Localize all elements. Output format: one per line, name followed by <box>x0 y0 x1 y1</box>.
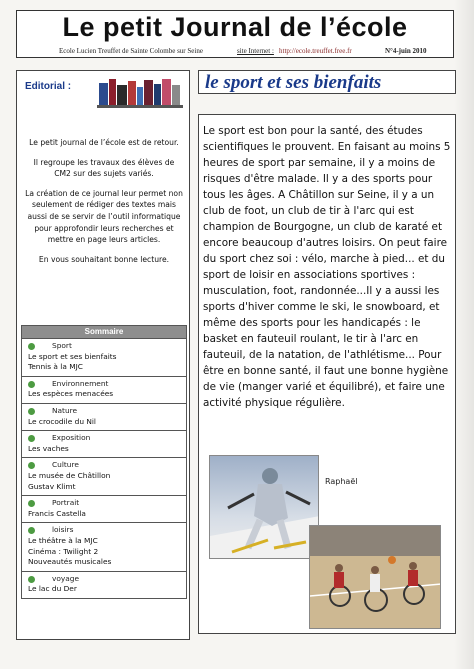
toc-category: loisirs <box>52 525 74 535</box>
editorial-text <box>25 137 183 273</box>
site-label: site Internet : <box>237 47 274 55</box>
toc-section-portrait <box>22 495 186 522</box>
wheelchair-basketball-photo <box>309 525 441 629</box>
bullet-icon <box>28 381 35 388</box>
toc-section-loisirs <box>22 522 186 570</box>
skier-photo <box>209 455 319 559</box>
toc-entry: Le crocodile du Nil <box>28 416 96 426</box>
page-edge-shadow <box>454 0 474 669</box>
toc-entry: Cinéma : Twilight 2 <box>28 546 99 556</box>
toc-entry: Les espèces menacées <box>28 389 114 399</box>
toc-section-sport <box>22 338 186 376</box>
toc-title: Sommaire <box>22 326 186 338</box>
toc-entry: Francis Castella <box>28 508 86 518</box>
toc-section-nature <box>22 403 186 430</box>
bullet-icon <box>28 435 35 442</box>
issue-number: N°4-juin 2010 <box>385 47 427 55</box>
toc-entry: Les vaches <box>28 443 69 453</box>
skier-illustration <box>210 456 319 559</box>
editorial-paragraph: La création de ce journal leur permet non seulement de rédiger des textes mais aussi de se servir de l’outil informatique pour approfondir leurs recherches et mettre en page leurs articles. <box>25 188 183 245</box>
toc-entry: Le lac du Der <box>28 584 77 594</box>
article-box <box>198 114 456 634</box>
article-text <box>203 123 455 411</box>
journal-title: Le petit Journal de l’école <box>62 12 408 42</box>
toc-entry: Le musée de Châtillon <box>28 470 111 480</box>
masthead <box>16 10 454 58</box>
article-body: Le sport est bon pour la santé, des études scientifiques le prouvent. En faisant au moins 5 heures de sport par semaine, il y a moins de risques d'être malade. Il y a des sports pour tous les âges. A Châtillon sur Seine, il y a un club de foot, un club de tir à l'arc qui est champion de Bourgogne, un club de karaté et encore beaucoup d'autres loisirs. On peut faire du sport chez soi : vélo, marche à pied... et du sport de loisir en associations sportives : musculation, foot, randonnée...Il y a aussi les sports d'hiver comme le ski, le snowboard, et même des sports pour les handicapés : le basket en fauteuil roulant, le tir à l'arc en fauteuil, de la natation, de l'athlétisme... Pour être en bonne santé, il faut une bonne hygiène de vie (manger varié et équilibré), et faire une activité physique régulière. <box>203 125 451 409</box>
photo-caption: Raphaël <box>325 477 358 486</box>
editorial-paragraph: Il regroupe les travaux des élèves de CM2 sur des sujets variés. <box>33 157 175 179</box>
editorial-label: Editorial : <box>25 81 72 92</box>
toc-section-environnement <box>22 376 186 403</box>
toc-entry: Nouveautés musicales <box>28 557 112 567</box>
toc-category: Sport <box>52 341 72 350</box>
toc-category: Nature <box>52 405 78 415</box>
bullet-icon <box>28 500 35 507</box>
table-of-contents <box>21 325 187 599</box>
books-icon <box>95 75 185 109</box>
article-headline-box <box>198 70 456 94</box>
toc-category: voyage <box>52 573 80 583</box>
toc-category: Environnement <box>52 378 109 388</box>
toc-section-culture <box>22 457 186 495</box>
toc-entry: Le sport et ses bienfaits <box>28 351 117 361</box>
editorial-paragraph: Le petit journal de l’école est de retour. <box>29 138 179 147</box>
toc-entry: Tennis à la MJC <box>28 362 83 372</box>
bullet-icon <box>28 462 35 469</box>
article-headline: le sport et ses bienfaits <box>205 72 382 93</box>
editorial-column <box>16 70 190 640</box>
toc-entry: Gustav Klimt <box>28 481 76 491</box>
toc-category: Portrait <box>52 498 80 508</box>
school-name: Ecole Lucien Treuffet de Sainte Colombe sur Seine <box>59 47 203 55</box>
toc-entry: Le théâtre à la MJC <box>28 535 98 545</box>
toc-category: Culture <box>52 460 79 470</box>
bullet-icon <box>28 527 35 534</box>
editorial-paragraph: En vous souhaitant bonne lecture. <box>38 254 170 264</box>
wheelchair-basketball-illustration <box>310 526 441 629</box>
bullet-icon <box>28 343 35 350</box>
bullet-icon <box>28 576 35 583</box>
toc-category: Exposition <box>52 433 91 443</box>
toc-section-exposition <box>22 430 186 457</box>
toc-section-voyage <box>22 571 186 598</box>
site-url-link[interactable]: http://ecole.treuffet.free.fr <box>279 47 352 55</box>
bullet-icon <box>28 408 35 415</box>
